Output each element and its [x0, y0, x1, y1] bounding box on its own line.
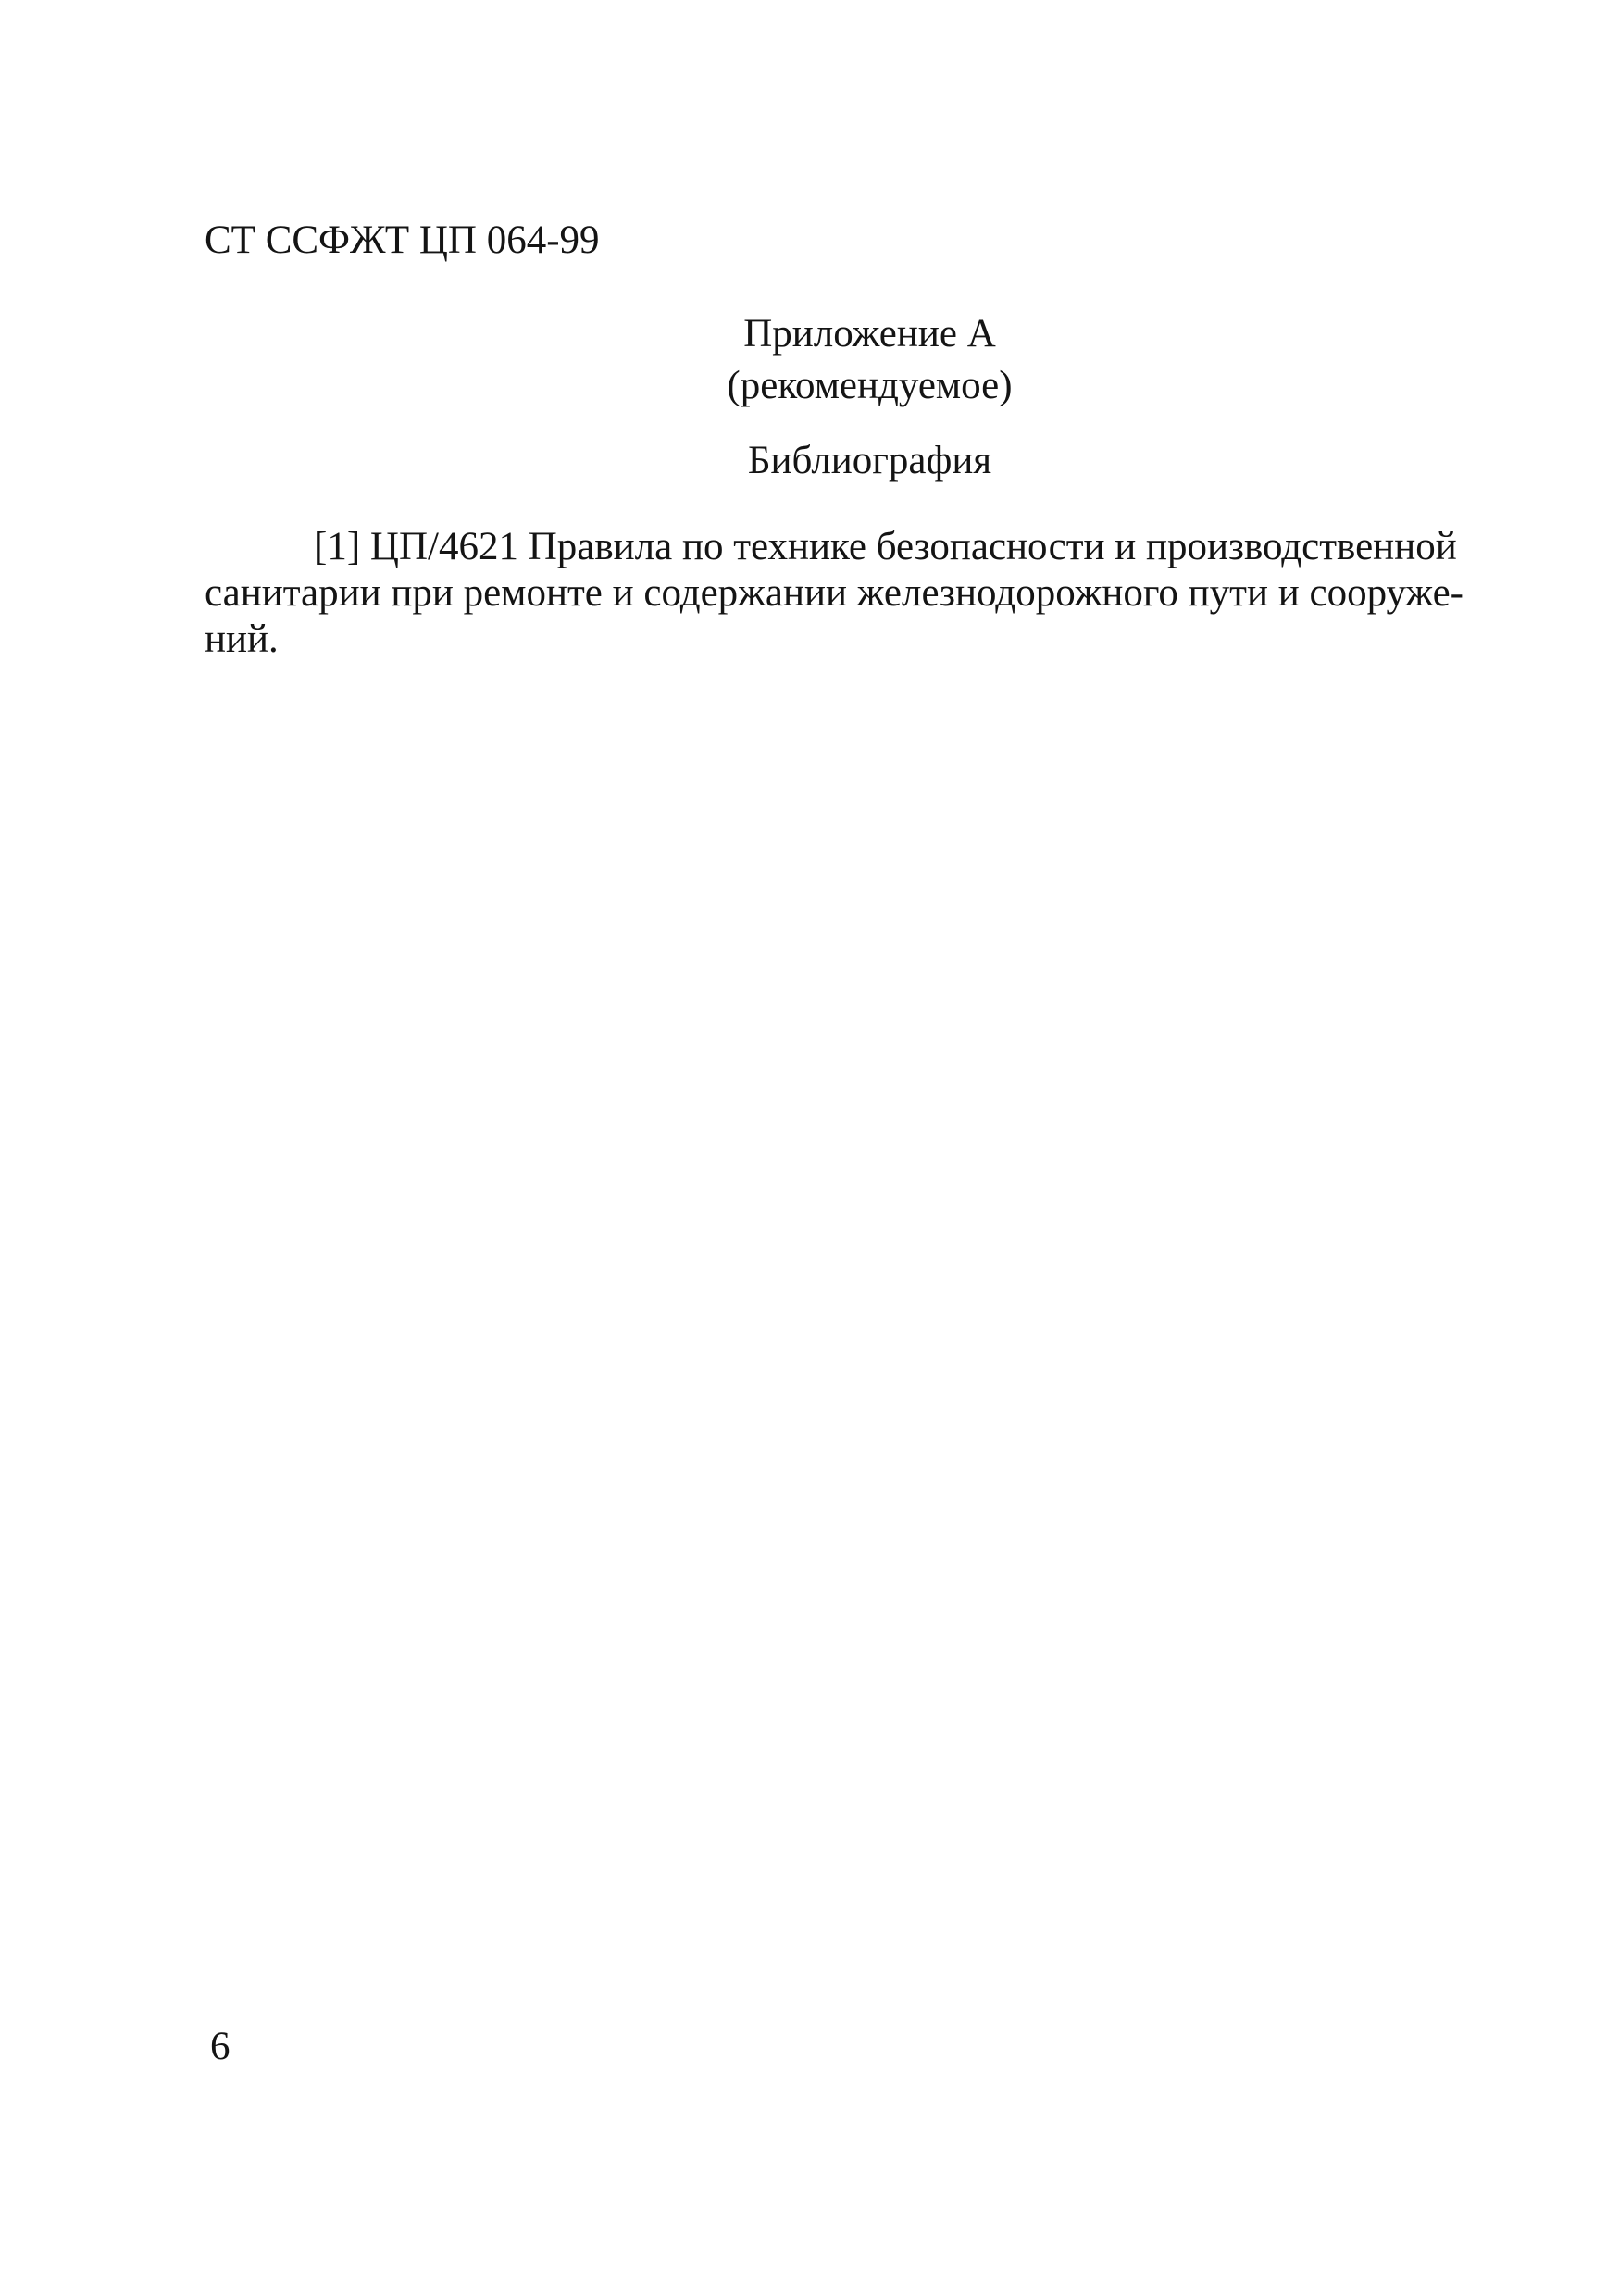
appendix-header — [0, 308, 1619, 412]
bibliography-entry-line: [1] ЦП/4621 Правила по технике безопасности и производственной — [314, 525, 1457, 568]
appendix-title: Приложение А — [743, 312, 996, 356]
bibliography-entry-line: ний. — [205, 618, 279, 661]
bibliography-entry-line: санитарии при ремонте и содержании железнодорожного пути и сооруже- — [205, 571, 1463, 615]
bibliography-heading: Библиография — [747, 439, 992, 482]
appendix-kind: (рекомендуемое) — [727, 364, 1013, 407]
bibliography-entry — [205, 524, 1463, 663]
page-number: 6 — [210, 2025, 230, 2068]
document-code: СТ ССФЖТ ЦП 064-99 — [205, 218, 600, 262]
bibliography-list — [205, 524, 1463, 663]
